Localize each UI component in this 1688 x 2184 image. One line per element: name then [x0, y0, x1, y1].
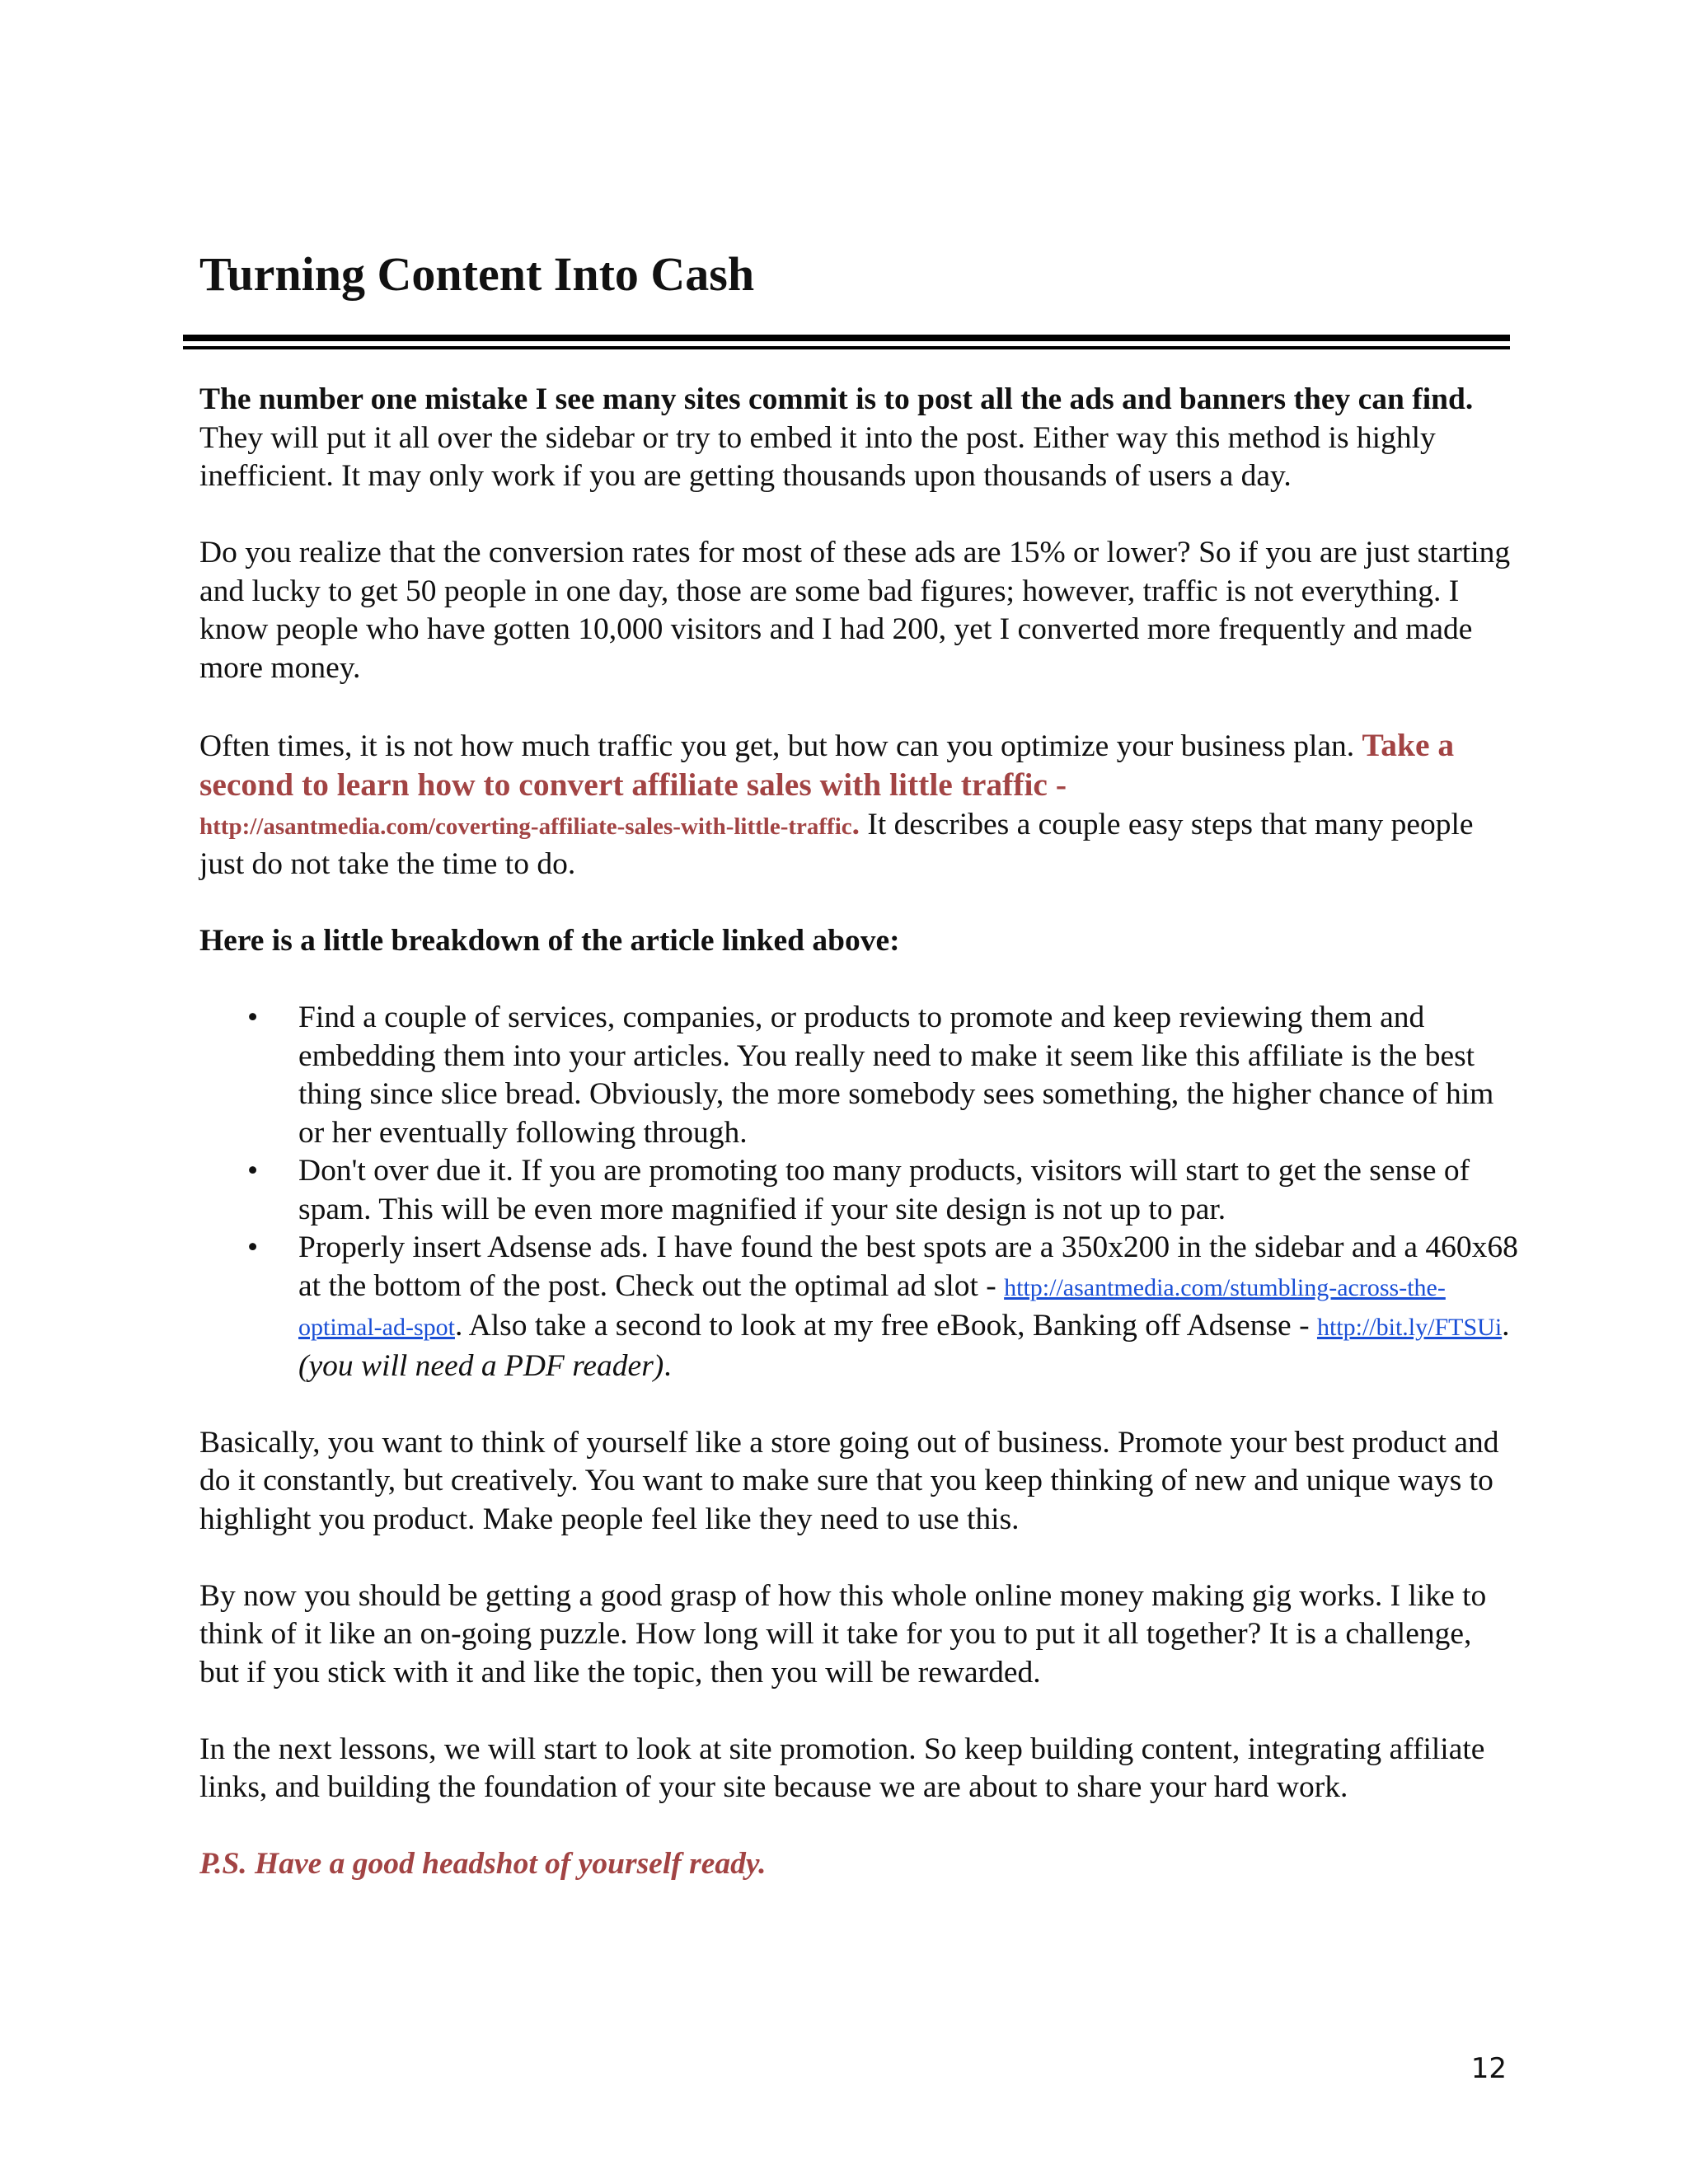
list-item: [199, 999, 1518, 1152]
pdf-reader-note: (you will need a PDF reader): [298, 1348, 664, 1383]
paragraph-optimize: [199, 726, 1518, 884]
intro-rest: They will put it all over the sidebar or try to embed it into the post. Either way this method is highly inefficient. It may only work if you are getting thousands upon thousands of users a day.: [199, 420, 1436, 493]
list-item: [199, 1152, 1518, 1229]
postscript: P.S. Have a good headshot of yourself ready.: [199, 1847, 767, 1881]
article-body: [199, 381, 1518, 1922]
title-divider: [183, 335, 1510, 353]
page-number: 12: [1470, 2052, 1507, 2085]
list-item-text: .: [663, 1348, 672, 1383]
paragraph-puzzle: By now you should be getting a good grasp of how this whole online money making gig works. I like to think of it like an on-going puzzle. How long will it take for you to put it all together? It is a challenge, but if you stick with it and like the topic, then you will be rewarded.: [199, 1578, 1487, 1690]
breakdown-list: [199, 999, 1518, 1385]
list-item-text: Properly insert Adsense ads. I have found the best spots are a 350x200 in the sidebar and a 460x68 at the bottom of the post. Check out the optimal ad slot -: [298, 1230, 1518, 1303]
optimize-intro: Often times, it is not how much traffic you get, but how can you optimize your business plan.: [199, 729, 1362, 763]
optimal-ad-spot-link[interactable]: http://asantmedia.com/stumbling-across-the-optimal-ad-spot: [298, 1273, 1446, 1341]
paragraph-next-lessons: In the next lessons, we will start to look at site promotion. So keep building content, integrating affiliate links, and building the foundation of your site because we are about to share your hard work.: [199, 1732, 1485, 1804]
list-item-text: .: [1502, 1309, 1510, 1343]
paragraph-store-analogy: Basically, you want to think of yourself like a store going out of business. Promote your best product and do it constantly, but creatively. You want to make sure that you keep thinking of new and unique ways to highlight you product. Make people feel like they need to use this.: [199, 1425, 1499, 1536]
optimize-rest: It describes a couple easy steps that many people just do not take the time to do.: [199, 807, 1474, 881]
affiliate-article-url[interactable]: http://asantmedia.com/coverting-affiliate-sales-with-little-traffic: [199, 813, 852, 840]
bullet-icon: •: [247, 1001, 259, 1034]
paragraph-intro: [199, 381, 1518, 496]
list-item-text: Find a couple of services, companies, or products to promote and keep reviewing them and embedding them into your articles. You really need to make it seem like this affiliate is the best thing since slice bread. Obviously, the more somebody sees something, the higher chance of him or her eventually following through.: [298, 1001, 1494, 1150]
list-item: [199, 1229, 1518, 1385]
intro-bold-statement: The number one mistake I see many sites commit is to post all the ads and banners they can find.: [199, 382, 1474, 416]
paragraph-conversion-rates: Do you realize that the conversion rates for most of these ads are 15% or lower? So if you are just starting and lucky to get 50 people in one day, those are some bad figures; however, traffic is not everything. I know people who have gotten 10,000 visitors and I had 200, yet I converted more frequently and made more money.: [199, 536, 1511, 685]
affiliate-article-callout: Take a second to learn how to convert affiliate sales with little traffic -: [199, 726, 1455, 803]
bullet-icon: •: [247, 1230, 259, 1264]
bullet-icon: •: [247, 1154, 259, 1188]
divider-thin-line: [183, 346, 1510, 349]
affiliate-url-period: .: [851, 807, 860, 841]
page-title: Turning Content Into Cash: [199, 247, 755, 301]
ebook-link[interactable]: http://bit.ly/FTSUi: [1316, 1314, 1503, 1341]
list-item-text: . Also take a second to look at my free eBook, Banking off Adsense -: [454, 1309, 1317, 1343]
divider-thick-line: [183, 335, 1510, 341]
list-item-text: Don't over due it. If you are promoting too many products, visitors will start to get the sense of spam. This will be even more magnified if your site design is not up to par.: [298, 1154, 1470, 1226]
breakdown-heading: Here is a little breakdown of the article linked above:: [199, 924, 900, 958]
